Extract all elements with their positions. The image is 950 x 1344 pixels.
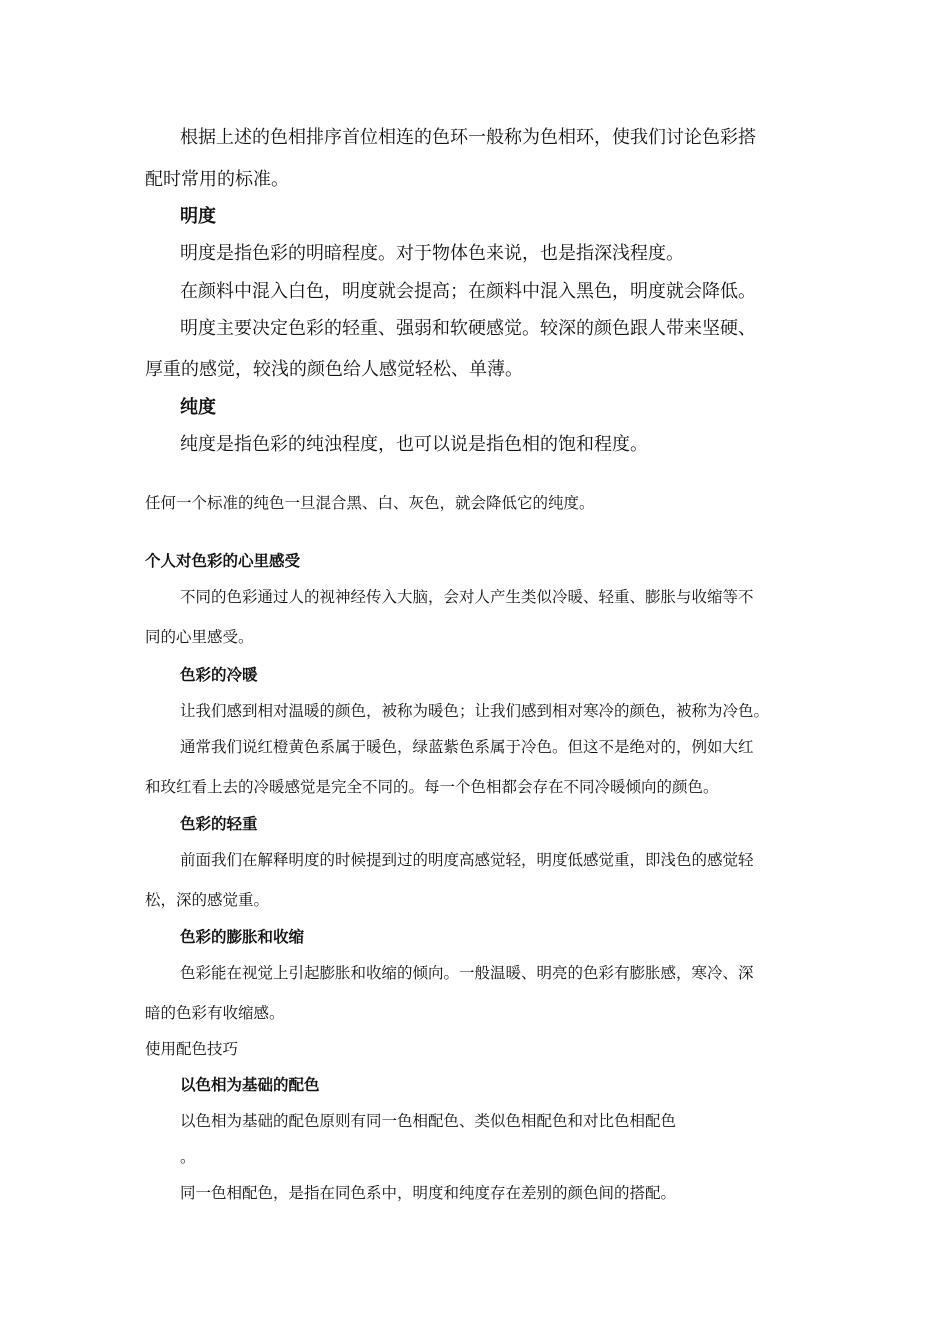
- brightness-heading: 明度: [180, 206, 216, 227]
- warm-cold-heading: 色彩的冷暖: [180, 666, 258, 684]
- brightness-mixing: 在颜料中混入白色，明度就会提高；在颜料中混入黑色，明度就会降低。: [180, 281, 756, 302]
- hue-based-heading: 以色相为基础的配色: [180, 1076, 320, 1094]
- purity-definition: 纯度是指色彩的纯浊程度，也可以说是指色相的饱和程度。: [180, 434, 648, 455]
- expansion-paragraph-line-2: 暗的色彩有收缩感。: [145, 1004, 285, 1022]
- expansion-paragraph-line-1: 色彩能在视觉上引起膨胀和收缩的倾向。一般温暖、明亮的色彩有膨胀感，寒冷、深: [180, 964, 754, 982]
- expansion-heading: 色彩的膨胀和收缩: [180, 928, 305, 946]
- weight-heading: 色彩的轻重: [180, 815, 258, 833]
- techniques-heading: 使用配色技巧: [145, 1040, 239, 1058]
- psychology-intro-line-2: 同的心里感受。: [145, 628, 254, 646]
- purity-heading: 纯度: [180, 397, 216, 418]
- brightness-definition: 明度是指色彩的明暗程度。对于物体色来说，也是指深浅程度。: [180, 243, 684, 264]
- psychology-heading: 个人对色彩的心里感受: [145, 552, 301, 570]
- hue-ring-paragraph-line-2: 配时常用的标准。: [145, 169, 289, 190]
- psychology-intro-line-1: 不同的色彩通过人的视神经传入大脑，会对人产生类似冷暖、轻重、膨胀与收缩等不: [180, 588, 754, 606]
- warm-cold-paragraph-2-line-1: 通常我们说红橙黄色系属于暖色，绿蓝紫色系属于冷色。但这不是绝对的，例如大红: [180, 738, 754, 756]
- brightness-feeling-line-2: 厚重的感觉，较浅的颜色给人感觉轻松、单薄。: [145, 359, 523, 380]
- hue-based-paragraph-1-line-1: 以色相为基础的配色原则有同一色相配色、类似色相配色和对比色相配色: [180, 1112, 677, 1130]
- weight-paragraph-line-2: 松，深的感觉重。: [145, 891, 270, 909]
- hue-based-paragraph-2: 同一色相配色，是指在同色系中，明度和纯度存在差别的颜色间的搭配。: [180, 1184, 677, 1202]
- brightness-feeling-line-1: 明度主要决定色彩的轻重、强弱和软硬感觉。较深的颜色跟人带来坚硬、: [180, 318, 756, 339]
- hue-based-paragraph-1-line-2: 。: [180, 1148, 196, 1166]
- warm-cold-paragraph-2-line-2: 和玫红看上去的冷暖感觉是完全不同的。每一个色相都会存在不同冷暖倾向的颜色。: [145, 778, 719, 796]
- hue-ring-paragraph-line-1: 根据上述的色相排序首位相连的色环一般称为色相环，使我们讨论色彩搭: [180, 127, 756, 148]
- weight-paragraph-line-1: 前面我们在解释明度的时候提到过的明度高感觉轻，明度低感觉重，即浅色的感觉轻: [180, 851, 754, 869]
- purity-mixing: 任何一个标准的纯色一旦混合黑、白、灰色，就会降低它的纯度。: [145, 494, 595, 512]
- warm-cold-paragraph-1: 让我们感到相对温暖的颜色，被称为暖色；让我们感到相对寒冷的颜色，被称为冷色。: [180, 702, 770, 720]
